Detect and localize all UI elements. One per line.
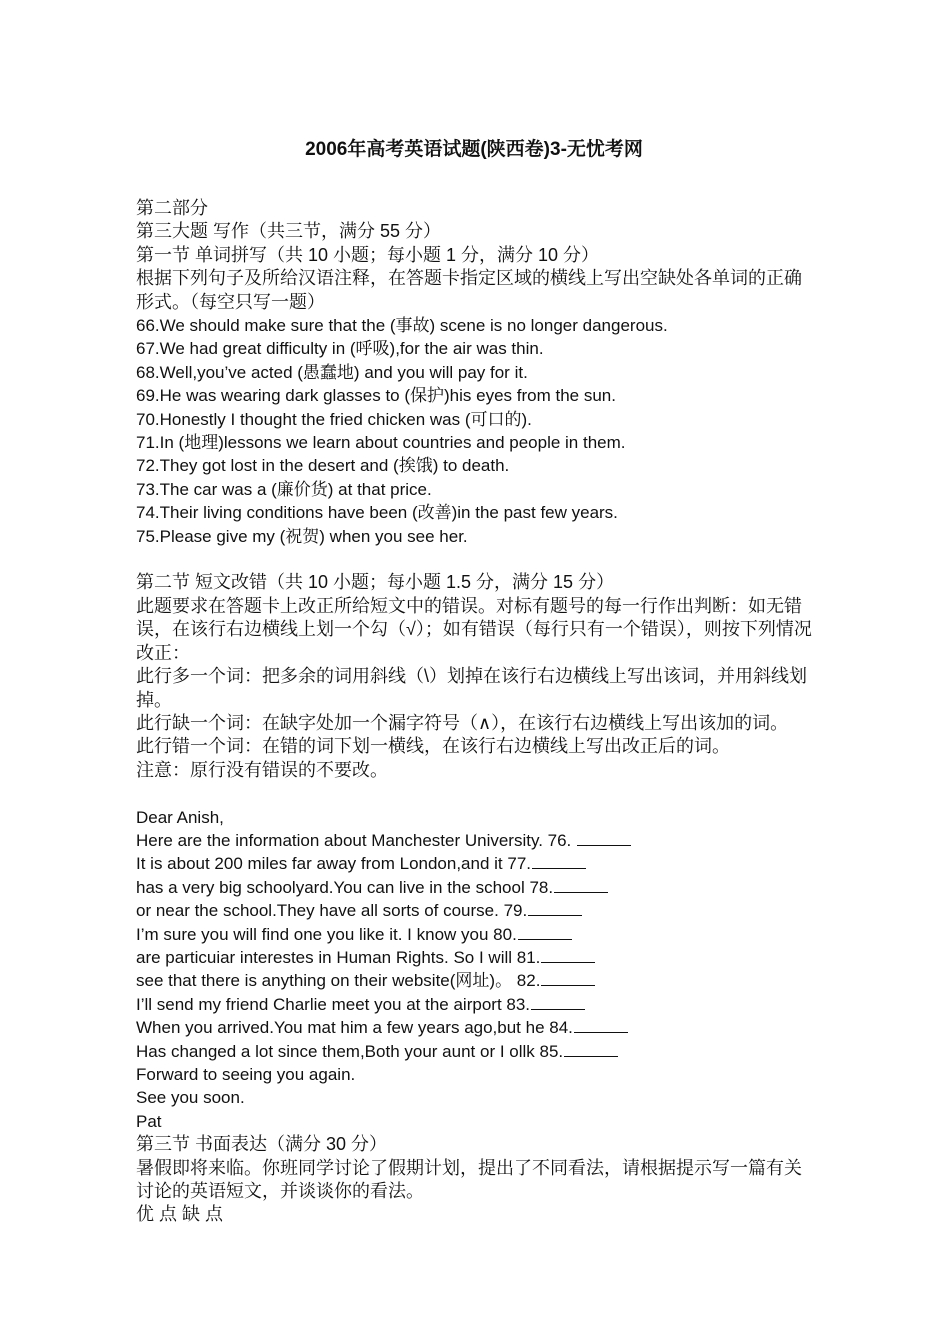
answer-blank[interactable]: [531, 995, 585, 1010]
pros-cons-header: 优 点 缺 点: [136, 1204, 224, 1225]
spacer: [136, 548, 816, 571]
subsection-heading-correction: 第二节 短文改错（共 10 小题；每小题 1.5 分，满分 15 分）: [136, 572, 615, 593]
question-item: 74.Their living conditions have been (改善)in the past few years.: [136, 503, 618, 523]
answer-blank[interactable]: [518, 925, 572, 940]
document-title: 2006年高考英语试题(陕西卷)3-无忧考网: [305, 139, 643, 160]
subsection-heading-writing: 第三节 书面表达（满分 30 分）: [136, 1134, 388, 1155]
answer-blank[interactable]: [554, 878, 608, 893]
spacer: [136, 782, 816, 805]
question-item: 66.We should make sure that the (事故) scene is no longer dangerous.: [136, 316, 668, 336]
letter-line: has a very big schoolyard.You can live in the school 78.: [136, 876, 816, 899]
answer-blank[interactable]: [528, 901, 582, 916]
letter-line: I’ll send my friend Charlie meet you at the airport 83.: [136, 993, 816, 1016]
question-item: 71.In (地理)lessons we learn about countries and people in them.: [136, 433, 626, 453]
letter-line: or near the school.They have all sorts of course. 79.: [136, 899, 816, 922]
writing-instruction: 暑假即将来临。你班同学讨论了假期计划，提出了不同看法，请根据提示写一篇有关讨论的英语短文，并谈谈你的看法。: [136, 1157, 802, 1202]
question-item: 70.Honestly I thought the fried chicken was (可口的).: [136, 409, 532, 429]
rule-extra-word: 此行多一个词：把多余的词用斜线（\）划掉在该行右边横线上写出该词，并用斜线划掉。: [136, 666, 807, 710]
rule-wrong-word: 此行错一个词：在错的词下划一横线，在该行右边横线上写出改正后的词。: [136, 736, 730, 757]
letter-line: I’m sure you will find one you like it. I know you 80.: [136, 923, 816, 946]
correction-note: 注意：原行没有错误的不要改。: [136, 759, 388, 780]
spelling-instruction: 根据下列句子及所给汉语注释，在答题卡指定区域的横线上写出空缺处各单词的正确形式。（每空只写一题）: [136, 268, 802, 312]
section-heading: 第三大题 写作（共三节，满分 55 分）: [136, 221, 442, 242]
answer-blank[interactable]: [541, 948, 595, 963]
answer-blank[interactable]: [532, 854, 586, 869]
letter-greeting: Dear Anish,: [136, 807, 224, 827]
letter-line: Here are the information about Manchester University. 76.: [136, 829, 816, 852]
subsection-heading-spelling: 第一节 单词拼写（共 10 小题；每小题 1 分，满分 10 分）: [136, 244, 600, 265]
question-item: 68.Well,you’ve acted (愚蠢地) and you will pay for it.: [136, 362, 528, 382]
correction-instruction: 此题要求在答题卡上改正所给短文中的错误。对标有题号的每一行作出判断：如无错误，在该行右边横线上划一个勾（√）；如有错误（每行只有一个错误），则按下列情况改正：: [136, 595, 812, 663]
answer-blank[interactable]: [541, 971, 595, 986]
letter-line: Has changed a lot since them,Both your aunt or I ollk 85.: [136, 1040, 816, 1063]
letter-closing: See you soon.: [136, 1088, 245, 1108]
question-item: 69.He was wearing dark glasses to (保护)his eyes from the sun.: [136, 386, 616, 406]
letter-line: When you arrived.You mat him a few years ago,but he 84.: [136, 1016, 816, 1039]
rule-missing-word: 此行缺一个词：在缺字处加一个漏字符号（∧），在该行右边横线上写出该加的词。: [136, 712, 789, 733]
question-item: 72.They got lost in the desert and (挨饿) to death.: [136, 456, 510, 476]
letter-closing: Forward to seeing you again.: [136, 1065, 356, 1084]
letter-line: see that there is anything on their website(网址)。 82.: [136, 969, 816, 992]
question-item: 73.The car was a (廉价货) at that price.: [136, 479, 432, 499]
question-item: 67.We had great difficulty in (呼吸),for the air was thin.: [136, 339, 544, 359]
answer-blank[interactable]: [577, 831, 631, 846]
document-page: [136, 137, 816, 1227]
letter-line: It is about 200 miles far away from London,and it 77.: [136, 852, 816, 875]
letter-signature: Pat: [136, 1111, 162, 1131]
answer-blank[interactable]: [574, 1018, 628, 1033]
letter-line: are particuiar interestes in Human Rights. So I will 81.: [136, 946, 816, 969]
part-heading: 第二部分: [136, 198, 208, 218]
question-item: 75.Please give my (祝贺) when you see her.: [136, 526, 468, 546]
answer-blank[interactable]: [564, 1042, 618, 1057]
